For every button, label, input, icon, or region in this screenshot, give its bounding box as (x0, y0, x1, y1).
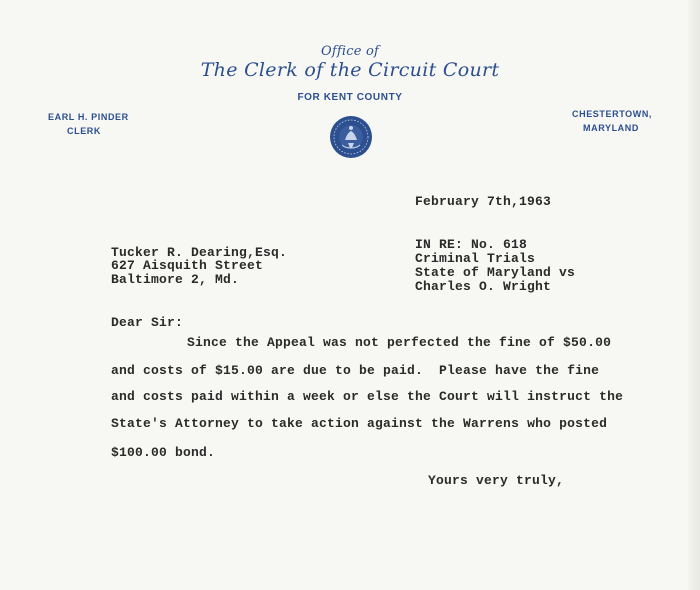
letter-date: February 7th,1963 (415, 194, 552, 209)
maryland-seal-icon (329, 115, 373, 159)
body-line: and costs of $15.00 are due to be paid. Please have the fine (111, 363, 600, 378)
body-line: Since the Appeal was not perfected the fine of $50.00 (187, 335, 612, 350)
recipient-city: Baltimore 2, Md. (111, 272, 240, 287)
letterhead-county: FOR KENT COUNTY (297, 92, 403, 103)
letterhead-office-of: Office of (321, 44, 379, 59)
page-edge (688, 0, 700, 590)
re-party-state: State of Maryland vs (415, 265, 576, 280)
letterhead-city: CHESTERTOWN, (572, 109, 653, 119)
body-line: $100.00 bond. (111, 445, 216, 460)
letterhead-title: The Clerk of the Circuit Court (200, 59, 500, 81)
letterhead-state: MARYLAND (583, 123, 639, 133)
re-court: Criminal Trials (415, 251, 536, 266)
clerk-label: CLERK (67, 126, 101, 136)
re-defendant: Charles O. Wright (415, 279, 552, 294)
salutation: Dear Sir: (111, 315, 184, 330)
clerk-name: EARL H. PINDER (48, 112, 129, 122)
re-case-number: IN RE: No. 618 (415, 237, 528, 252)
recipient-street: 627 Aisquith Street (111, 258, 264, 273)
body-line: and costs paid within a week or else the Court will instruct the (111, 389, 624, 404)
body-line: State's Attorney to take action against the Warrens who posted (111, 416, 608, 431)
closing: Yours very truly, (428, 473, 565, 488)
recipient-name: Tucker R. Dearing,Esq. (111, 245, 288, 260)
